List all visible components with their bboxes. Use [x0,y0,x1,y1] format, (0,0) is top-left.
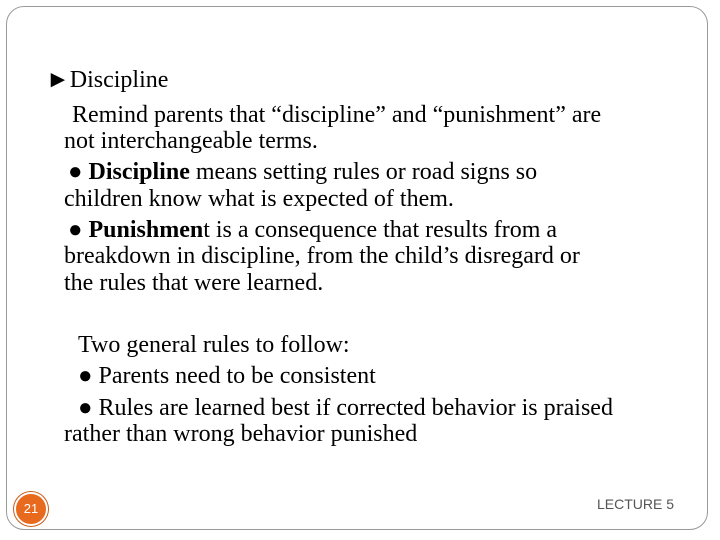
discipline-text: means setting rules or road signs so [189,159,538,185]
bullet-icon: ● [68,217,83,243]
section-heading [46,66,168,94]
body-line-4: children know what is expected of them. [64,186,454,212]
bullet-icon: ● [68,159,83,185]
bullet-icon: ● [78,363,93,389]
body-line-7: the rules that were learned. [64,270,324,296]
rule-text-1: Parents need to be consistent [98,363,376,389]
section-title: Discipline [69,67,169,93]
rule-item-2 [78,394,613,422]
body-line-1: Remind parents that “discipline” and “punishment” are [72,102,602,128]
rule-item-1 [78,362,376,390]
rules-intro: Two general rules to follow: [78,332,350,358]
discipline-definition [68,158,537,186]
punishment-text: t is a consequence that results from a [203,217,558,243]
slide-number-badge: 21 [14,492,48,526]
discipline-term: Discipline [88,159,190,185]
lecture-label: LECTURE 5 [596,496,674,512]
arrow-bullet-icon: ► [46,67,70,93]
rule-text-2: Rules are learned best if corrected behavior is praised [98,395,613,421]
bullet-icon: ● [78,395,93,421]
punishment-term: Punishmen [88,217,204,243]
body-line-6: breakdown in discipline, from the child’s disregard or [64,243,580,269]
rule-item-2-continued: rather than wrong behavior punished [64,421,418,447]
punishment-definition [68,216,557,244]
body-line-2: not interchangeable terms. [64,128,318,154]
